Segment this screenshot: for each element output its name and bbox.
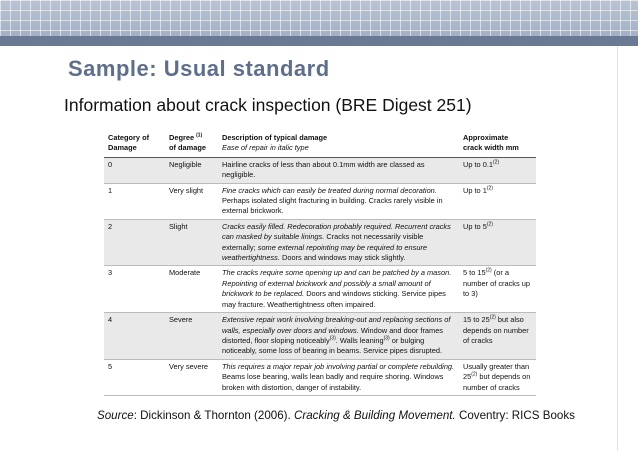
footnote-ref: (3) xyxy=(329,335,336,342)
crack-width-cell xyxy=(459,359,536,395)
table-row xyxy=(104,313,536,360)
source-citation xyxy=(97,409,575,422)
footnote-ref: (3) xyxy=(383,335,390,342)
text-run: 15 to 25 xyxy=(463,315,490,325)
header-description xyxy=(218,131,459,157)
header-description-line1: Description of typical damage xyxy=(222,133,328,142)
text-run: Up to 1 xyxy=(463,185,487,195)
degree-cell: Severe xyxy=(165,313,218,360)
header-category-line2: Damage xyxy=(108,143,137,153)
text-run: Doors and windows may stick slightly. xyxy=(279,253,406,263)
header-category-line1: Category of xyxy=(108,133,150,142)
crack-classification-table xyxy=(104,131,536,396)
text-run: Hairline cracks of less than about 0.1mm width are classed as negligible. xyxy=(222,159,425,180)
text-run: Perhaps isolated slight fracturing in building. Cracks rarely visible in external brickwork. xyxy=(222,196,443,216)
text-run: The cracks require some opening up and can be patched by a mason. Repointing of external brickwork and possibly a small amount of brickwork to be replaced. xyxy=(222,268,452,299)
crack-width-cell xyxy=(459,313,536,360)
degree-cell: Negligible xyxy=(165,157,218,183)
crack-width-cell xyxy=(459,266,536,313)
table-row xyxy=(104,219,536,266)
footnote-ref: (2) xyxy=(486,221,493,228)
table-row xyxy=(104,157,536,183)
description-cell xyxy=(218,219,459,266)
crack-width-cell xyxy=(459,157,536,183)
table-row xyxy=(104,183,536,219)
text-run: Beams lose bearing, walls lean badly and require shoring. Windows broken with distortion, danger of instability. xyxy=(222,372,444,392)
header-width-line2: crack width mm xyxy=(463,143,519,153)
text-run: Fine cracks which can easily be treated during normal decoration. xyxy=(222,185,437,195)
header-degree-line1: Degree xyxy=(169,133,195,142)
header-stripe xyxy=(0,36,638,46)
text-run: (or a number of cracks up to 3) xyxy=(463,268,530,299)
text-run: Source xyxy=(97,409,134,422)
table-row xyxy=(104,266,536,313)
text-run: Up to 5 xyxy=(463,221,487,231)
footnote-ref: (2) xyxy=(485,268,492,274)
degree-cell: Very severe xyxy=(165,359,218,395)
text-run: or bulging noticeably, some loss of bearing in beams. Service pipes disrupted. xyxy=(222,335,443,356)
slide-subtitle: Information about crack inspection (BRE Digest 251) xyxy=(64,95,472,115)
text-run: Doors and windows sticking. Service pipes may fracture. Weathertightness often impaired. xyxy=(222,289,446,309)
category-cell: 3 xyxy=(104,266,165,313)
text-run: Cracks easily filled. Redecoration probably required. Recurrent cracks can masked by suitable linings. xyxy=(222,221,451,242)
text-run: . Walls leaning xyxy=(335,335,384,345)
degree-cell: Very slight xyxy=(165,183,218,219)
header-description-line2: Ease of repair in italic type xyxy=(222,143,309,153)
text-run: This requires a major repair job involving partial or complete rebuilding. xyxy=(222,361,455,371)
text-run: Extensive repair work involving breaking-out and replacing sections of walls, especially over doors and windows. xyxy=(222,315,451,335)
description-cell xyxy=(218,183,459,219)
header-width-line1: Approximate xyxy=(463,133,509,142)
text-run: 5 to 15 xyxy=(463,268,486,278)
category-cell: 5 xyxy=(104,359,165,395)
header-degree-note: (1) xyxy=(196,132,203,139)
header-band xyxy=(0,0,638,46)
text-run: Coventry: RICS Books xyxy=(455,409,575,422)
description-cell xyxy=(218,359,459,395)
header-degree xyxy=(165,131,218,157)
header-degree-line2: of damage xyxy=(169,143,206,153)
description-cell xyxy=(218,157,459,183)
category-cell: 0 xyxy=(104,157,165,183)
crack-width-cell xyxy=(459,219,536,266)
header-width xyxy=(459,131,536,157)
category-cell: 2 xyxy=(104,219,165,266)
crack-width-cell xyxy=(459,183,536,219)
footnote-ref: (2) xyxy=(489,314,496,321)
text-run: but depends on number of cracks xyxy=(463,372,531,392)
degree-cell: Slight xyxy=(165,219,218,266)
footnote-ref: (2) xyxy=(486,185,493,192)
slide-title: Sample: Usual standard xyxy=(68,56,330,81)
table-body xyxy=(104,157,536,395)
footnote-ref: (2) xyxy=(493,159,500,166)
description-cell xyxy=(218,313,459,360)
text-run: some external repointing may be required to ensure weathertightness. xyxy=(222,242,428,263)
text-run: but also depends on number of cracks xyxy=(463,315,529,345)
category-cell: 1 xyxy=(104,183,165,219)
category-cell: 4 xyxy=(104,313,165,360)
header-category xyxy=(104,131,165,157)
text-run: : Dickinson & Thornton (2006). xyxy=(133,409,294,422)
footnote-ref: (2) xyxy=(471,371,478,378)
table-header-row xyxy=(104,131,536,157)
text-run: Window and door frames distorted, floor sloping noticeably xyxy=(222,325,444,345)
text-run: Usually greater than 25 xyxy=(463,361,530,382)
slide-margin-line xyxy=(617,46,618,451)
table-row xyxy=(104,359,536,395)
text-run: Cracking & Building Movement. xyxy=(293,409,456,422)
text-run: Cracks not necessarily visible externally; xyxy=(222,232,424,252)
description-cell xyxy=(218,266,459,313)
degree-cell: Moderate xyxy=(165,266,218,313)
text-run: Up to 0.1 xyxy=(463,159,493,169)
